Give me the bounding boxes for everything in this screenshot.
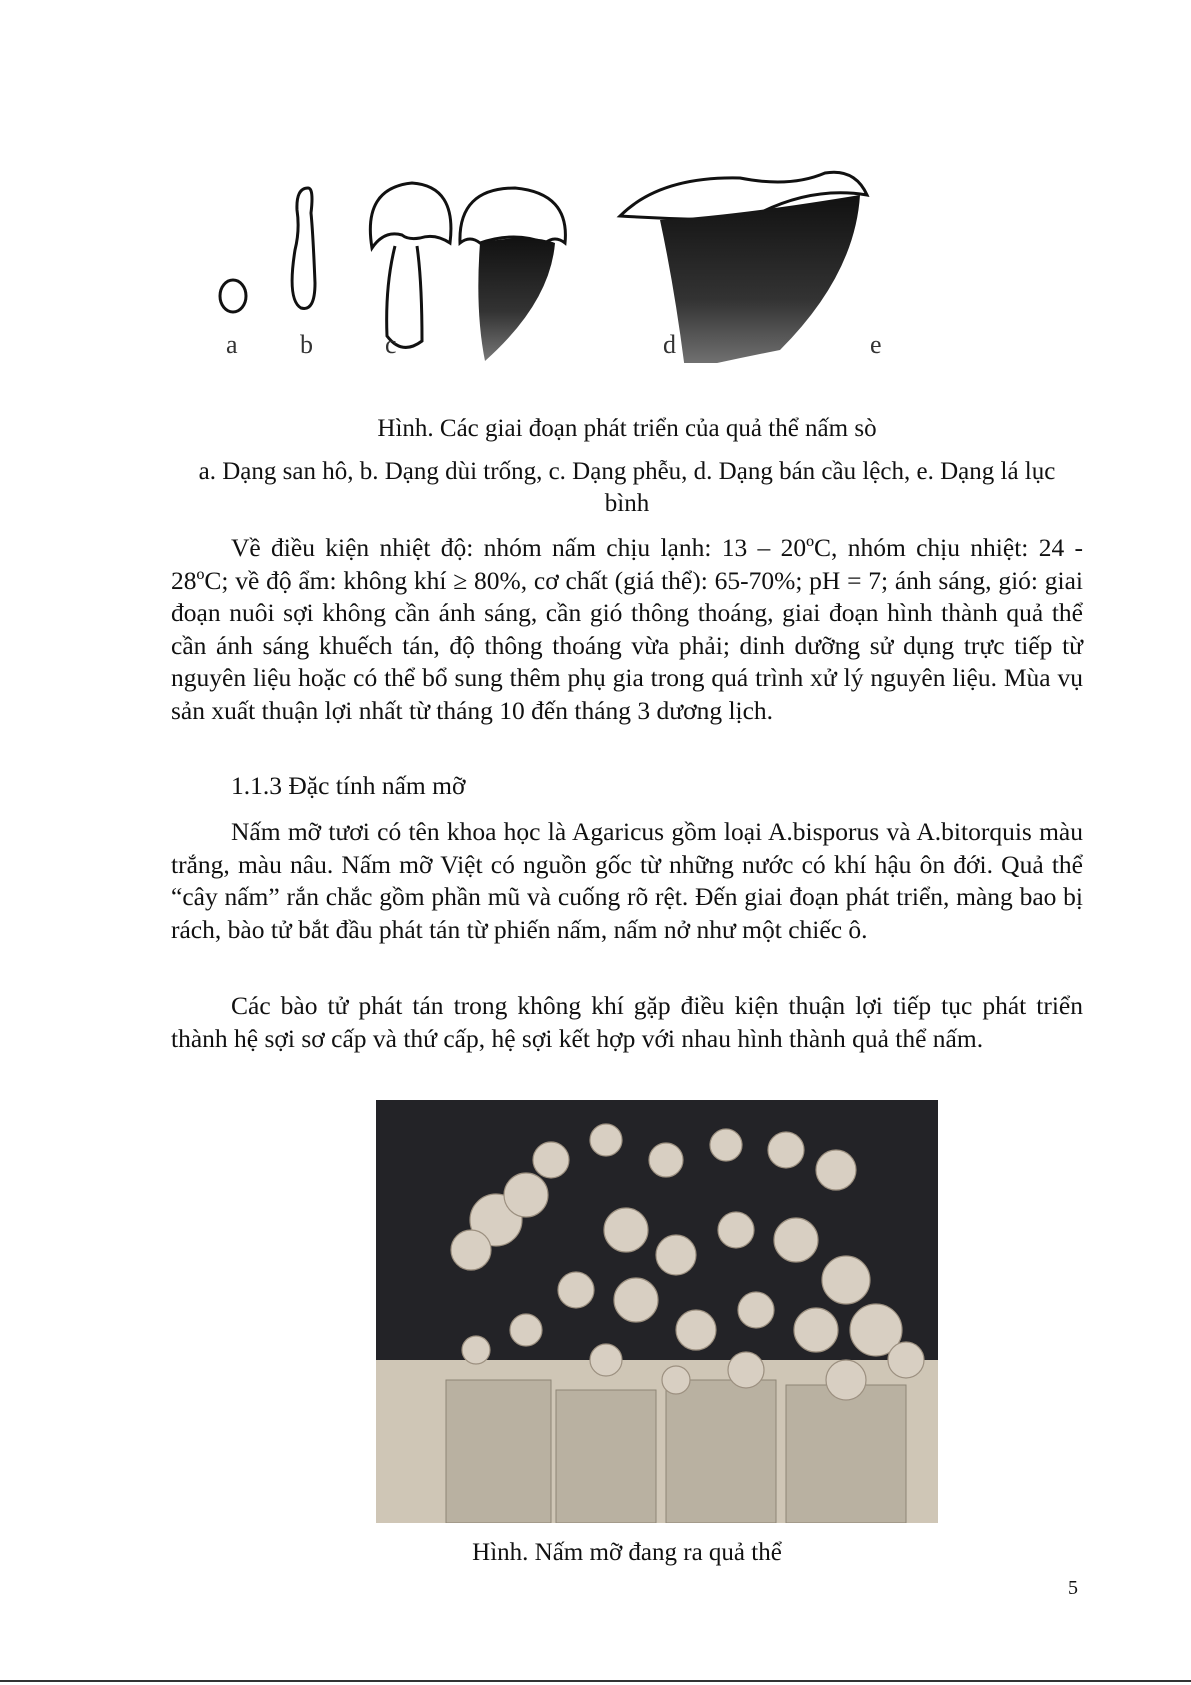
section-heading: 1.1.3 Đặc tính nấm mỡ [231,771,466,800]
stage-d-shape [460,188,565,243]
mushroom-stages-illustration [200,148,1080,363]
paragraph-conditions [171,532,1083,727]
paragraph-agaricus [171,816,1083,946]
stage-label-c: c [385,330,397,359]
page-number: 5 [1068,1577,1078,1599]
stage-c-shape [370,183,451,347]
stage-label-a: a [226,330,238,359]
stage-label-b: b [300,330,313,359]
paragraph-conditions-text: Về điều kiện nhiệt độ: nhóm nấm chịu lạnh: 13 – 20ºC, nhóm chịu nhiệt: 24 - 28ºC; về độ ẩm: không khí ≥ 80%, cơ chất (giá thể): 65-70%; pH = 7; ánh sáng, gió: giai đoạn nuôi sợi không cần ánh sáng, cần gió thông thoáng, giai đoạn hình thành quả thể cần ánh sáng khuếch tán, độ thông thoáng vừa phải; dinh dưỡng sử dụng trực tiếp từ nguyên liệu hoặc có thể bổ sung thêm phụ gia trong quá trình xử lý nguyên liệu. Mùa vụ sản xuất thuận lợi nhất từ tháng 10 đến tháng 3 dương lịch. [171,533,1083,725]
stage-label-d: d [663,330,676,359]
paragraph-spores [171,990,1083,1055]
paragraph-spores-text: Các bào tử phát tán trong không khí gặp điều kiện thuận lợi tiếp tục phát triển thành hệ sợi sơ cấp và thứ cấp, hệ sợi kết hợp với nhau hình thành quả thể nấm. [171,991,1083,1053]
paragraph-agaricus-text: Nấm mỡ tươi có tên khoa học là Agaricus gồm loại A.bisporus và A.bitorquis màu trắng, màu nâu. Nấm mỡ Việt có nguồn gốc từ những nước có khí hậu ôn đới. Quả thể “cây nấm” rắn chắc gồm phần mũ và cuống rõ rệt. Đến giai đoạn phát triển, màng bao bị rách, bào tử bắt đầu phát tán từ phiến nấm, nấm nở như một chiếc ô. [171,817,1083,944]
figure1-caption: Hình. Các giai đoạn phát triển của quả thể nấm sò [377,415,877,442]
mushroom-cultivation-photo [376,1100,938,1523]
figure1-subcaption: a. Dạng san hô, b. Dạng dùi trống, c. Dạng phễu, d. Dạng bán cầu lệch, e. Dạng lá lục bình [198,458,1056,517]
figure2-caption: Hình. Nấm mỡ đang ra quả thể [472,1539,782,1566]
stage-label-e: e [870,330,882,359]
stage-a-shape [220,280,246,312]
stage-b-shape [292,188,315,308]
page-bottom-rule [0,1680,1191,1682]
